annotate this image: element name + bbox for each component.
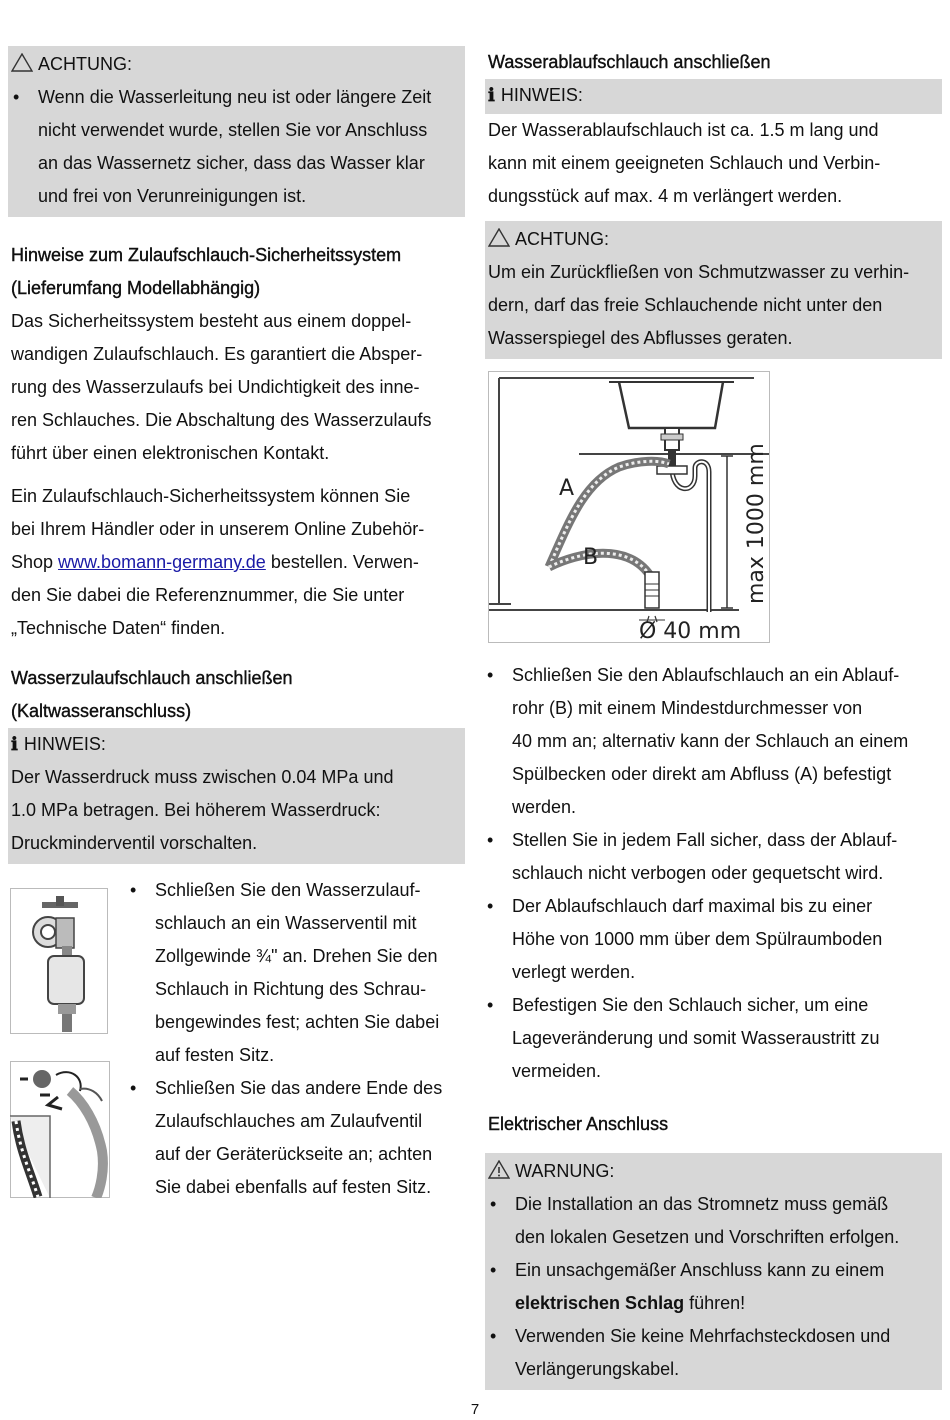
text-line: ren Schlauches. Die Abschaltung des Wasserzulaufs <box>11 410 432 430</box>
warning-triangle-icon <box>11 53 33 72</box>
text-line: auf der Geräterückseite an; achten <box>155 1144 433 1164</box>
height-label: max 1000 mm <box>744 443 769 604</box>
text-line: Zulaufschlauches am Zulaufventil <box>155 1111 423 1131</box>
tap-connection-illustration <box>10 888 108 1034</box>
text-line: 40 mm an; alternativ kann der Schlauch an einem <box>512 731 909 751</box>
text-line: bengewindes fest; achten Sie dabei <box>155 1012 440 1032</box>
text-line: auf festen Sitz. <box>155 1045 275 1065</box>
achtung-title: ACHTUNG: <box>38 54 132 74</box>
text-line: 1.0 MPa betragen. Bei höherem Wasserdruck: <box>11 800 381 820</box>
text-line: • Schließen Sie den Ablaufschlauch an ein Ablauf- <box>512 665 900 685</box>
text-line: Um ein Zurückfließen von Schmutzwasser zu verhin- <box>488 262 910 282</box>
label-a: A <box>559 476 575 501</box>
list-item <box>488 1188 939 1254</box>
achtung-box-drain <box>485 221 942 359</box>
text-line: Der Wasserdruck muss zwischen 0.04 MPa und <box>11 767 394 787</box>
warnung-box <box>485 1153 942 1390</box>
achtung-box-inlet <box>8 46 465 217</box>
text-line <box>11 546 465 579</box>
text-line: Wasserspiegel des Abflusses geraten. <box>488 328 793 348</box>
text-line: führt über einen elektronischen Kontakt. <box>11 443 330 463</box>
text-line: • Befestigen Sie den Schlauch sicher, um eine <box>512 995 869 1015</box>
text-line: „Technische Daten“ finden. <box>11 618 226 638</box>
hinweis-text <box>485 114 942 213</box>
text-line: • Stellen Sie in jedem Fall sicher, dass der Ablauf- <box>512 830 898 850</box>
achtung-title: ACHTUNG: <box>515 229 609 249</box>
achtung-header <box>488 223 939 256</box>
hinweis-box-drain <box>485 79 942 114</box>
hinweis-box-pressure <box>8 728 465 864</box>
safety-system-section <box>8 239 465 728</box>
text-line: Schlauch in Richtung des Schrau- <box>155 979 427 999</box>
text-line: Sie dabei ebenfalls auf festen Sitz. <box>155 1177 432 1197</box>
info-icon: ℹ <box>488 85 495 106</box>
text-line: • Der Ablaufschlauch darf maximal bis zu einer <box>512 896 873 916</box>
text-line: nicht verwendet wurde, stellen Sie vor Anschluss <box>38 120 428 140</box>
section-heading: Hinweise zum Zulaufschlauch-Sicherheitssystem <box>11 245 402 265</box>
text-line: • Schließen Sie den Wasserzulauf- <box>155 880 421 900</box>
text-line: Druckminderventil vorschalten. <box>11 833 258 853</box>
list-item <box>485 890 942 989</box>
text-line: rohr (B) mit einem Mindestdurchmesser von <box>512 698 863 718</box>
appliance-connection-illustration <box>10 1061 110 1198</box>
diameter-label: Ø 40 mm <box>639 619 742 643</box>
warnung-header <box>488 1155 939 1188</box>
text-line: Lageveränderung und somit Wasseraustritt zu <box>512 1028 880 1048</box>
warning-triangle-icon <box>488 1160 510 1179</box>
list-item <box>485 989 942 1088</box>
section-heading: Elektrischer Anschluss <box>488 1114 669 1134</box>
list-item <box>488 1254 939 1320</box>
text-line: den Sie dabei die Referenznummer, die Sie unter <box>11 585 405 605</box>
label-b: B <box>583 545 599 570</box>
text-line: Der Wasserablaufschlauch ist ca. 1.5 m lang und <box>488 120 879 140</box>
list-item <box>128 874 468 1072</box>
list-item <box>11 81 462 213</box>
text-line: Spülbecken oder direkt am Abfluss (A) befestigt <box>512 764 892 784</box>
emphasis-text: elektrischen Schlag <box>515 1293 685 1313</box>
text-line: den lokalen Gesetzen und Vorschriften erfolgen. <box>515 1227 900 1247</box>
text-line: dungsstück auf max. 4 m verlängert werden. <box>488 186 843 206</box>
text-line: Höhe von 1000 mm über dem Spülraumboden <box>512 929 883 949</box>
drain-diagram <box>488 371 770 643</box>
page-number: 7 <box>470 1401 480 1418</box>
info-icon: ℹ <box>11 734 18 755</box>
hinweis-title: HINWEIS: <box>500 85 583 105</box>
drain-steps <box>485 659 942 1088</box>
hinweis-header <box>11 728 462 761</box>
text-line: dern, darf das freie Schlauchende nicht unter den <box>488 295 883 315</box>
list-item <box>488 1320 939 1386</box>
text-line: an das Wassernetz sicher, dass das Wasser klar <box>38 153 425 173</box>
shop-link[interactable]: www.bomann-germany.de <box>58 552 266 572</box>
text-line: • Ein unsachgemäßer Anschluss kann zu einem <box>515 1260 885 1280</box>
list-item <box>485 824 942 890</box>
warning-triangle-icon <box>488 228 510 247</box>
text-line: • Verwenden Sie keine Mehrfachsteckdosen und <box>515 1326 891 1346</box>
text-line: werden. <box>512 797 577 817</box>
text-line: • Die Installation an das Stromnetz muss gemäß <box>515 1194 889 1214</box>
text-line: Verlängerungskabel. <box>515 1359 680 1379</box>
text-line: • Wenn die Wasserleitung neu ist oder längere Zeit <box>38 87 432 107</box>
warnung-list <box>488 1188 939 1386</box>
text-line: rung des Wasserzulaufs bei Undichtigkeit des inne- <box>11 377 420 397</box>
text-line: Zollgewinde ¾" an. Drehen Sie den <box>155 946 438 966</box>
text-line: schlauch an ein Wasserventil mit <box>155 913 417 933</box>
achtung-header <box>11 48 462 81</box>
text-line: • Schließen Sie das andere Ende des <box>155 1078 443 1098</box>
text-line: und frei von Verunreinigungen ist. <box>38 186 307 206</box>
section-heading: Wasserzulaufschlauch anschließen <box>11 668 293 688</box>
text-line: schlauch nicht verbogen oder gequetscht wird. <box>512 863 884 883</box>
list-item <box>485 659 942 824</box>
section-heading: Wasserablaufschlauch anschließen <box>488 52 771 72</box>
hinweis-header <box>488 79 939 112</box>
achtung-list <box>11 81 462 213</box>
text-line: Das Sicherheitssystem besteht aus einem doppel- <box>11 311 412 331</box>
section-heading: (Lieferumfang Modellabhängig) <box>11 278 261 298</box>
text-line: Ein Zulaufschlauch-Sicherheitssystem können Sie <box>11 486 411 506</box>
hinweis-title: HINWEIS: <box>23 734 106 754</box>
list-item <box>128 1072 468 1204</box>
warnung-title: WARNUNG: <box>515 1161 615 1181</box>
text-line <box>515 1287 939 1320</box>
right-column <box>485 46 942 1390</box>
text-fragment: bestellen. Verwen- <box>265 552 419 572</box>
text-line: wandigen Zulaufschlauch. Es garantiert die Absper- <box>11 344 423 364</box>
text-fragment: Shop <box>11 552 59 572</box>
text-fragment: führen! <box>684 1293 746 1313</box>
text-line: vermeiden. <box>512 1061 602 1081</box>
text-line: kann mit einem geeigneten Schlauch und Verbin- <box>488 153 881 173</box>
text-line: bei Ihrem Händler oder in unserem Online Zubehör- <box>11 519 425 539</box>
inlet-steps <box>128 874 468 1204</box>
section-heading: (Kaltwasseranschluss) <box>11 701 192 721</box>
text-line: verlegt werden. <box>512 962 636 982</box>
